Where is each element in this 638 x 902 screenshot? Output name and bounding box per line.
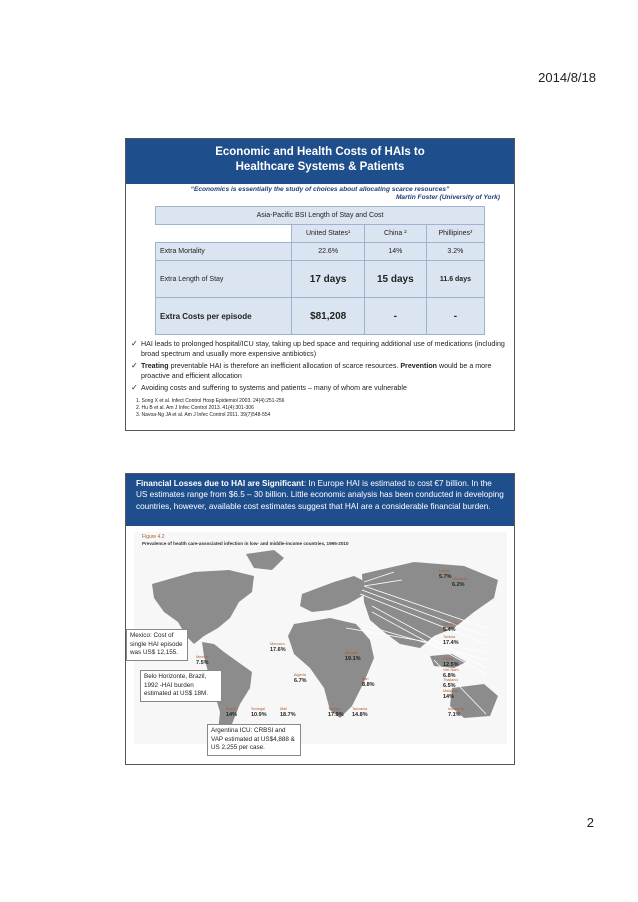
prevalence-value: 18.7% (280, 712, 296, 718)
country-label: Brazil (226, 707, 236, 711)
row-label: Extra Mortality (156, 243, 292, 261)
reference-item: 3. Navoa-Ng JA et al. Am J Infec Control 2011. 39(7)548-554 (136, 412, 271, 418)
slide-economic-costs (125, 138, 515, 431)
country-label: Morocco (270, 642, 285, 646)
table-caption: Asia-Pacific BSI Length of Stay and Cost (156, 207, 485, 225)
prevalence-value: 5.4% (443, 627, 456, 633)
prevalence-value: 8.8% (362, 682, 375, 688)
slide-financial-losses (125, 473, 515, 765)
country-label: Mongolia (443, 622, 459, 626)
prevalence-value: 17.6% (270, 647, 286, 653)
prevalence-value: 12.5% (443, 662, 459, 668)
country-label: Viet Nam (443, 668, 459, 672)
country-label: Tunisia (443, 635, 456, 639)
slide1-title-line2: Healthcare Systems & Patients (235, 161, 405, 173)
table-cell: 14% (364, 243, 426, 261)
table-cell: - (364, 298, 426, 335)
figure-label: Figure 4.2 (142, 534, 165, 540)
country-label: Algeria (294, 673, 306, 677)
bullet-item (131, 339, 509, 359)
table-cell: 3.2% (426, 243, 484, 261)
bullet-text-part: would be a more proactive and efficient allocation (141, 362, 492, 380)
page-number: 2 (586, 815, 594, 830)
country-label: Thailand (443, 678, 458, 682)
callout-belo-horizonte: Belo Horizonte, Brazil, 1992 -HAI burden estimated at US$ 18M. (140, 670, 222, 702)
slide2-header (126, 474, 514, 526)
prevalence-value: 10.9% (251, 712, 267, 718)
checkmark-icon: ✓ (131, 383, 138, 392)
table-cell: 15 days (364, 261, 426, 298)
bullet-text (141, 361, 509, 381)
country-label: Lithuania (452, 577, 468, 581)
prevalence-value: 6.8% (443, 673, 456, 679)
quote-text: “Economics is essentially the study of choices about allocating scarce resources” (190, 186, 450, 193)
table-row (156, 298, 485, 335)
country-label: Mexico (196, 655, 209, 659)
prevalence-value: 14.8% (352, 712, 368, 718)
prevalence-value: 6.5% (443, 683, 456, 689)
header-text: : In Europe HAI is estimated to cost €7 billion. In the US estimates range from $6.5 – 30 billion. Little economic analysis has been conducted in developing countries, however, available cost estimates suggest that HAI are a considerable financial burden. (136, 479, 504, 511)
reference-item: 1. Song X et al. Infect Control Hosp Epidemiol 2003. 24(4):251-256 (136, 398, 285, 404)
bullet-list (131, 339, 509, 395)
table-header: United States¹ (292, 225, 364, 243)
slide1-title (126, 139, 514, 184)
prevalence-value: 17.9% (328, 712, 344, 718)
prevalence-value: 7.5% (196, 660, 209, 666)
country-label: Indonesia (448, 707, 465, 711)
prevalence-value: 6.7% (294, 678, 307, 684)
table-cell: 11.6 days (426, 261, 484, 298)
header-bold: Financial Losses due to HAI are Significant (136, 479, 304, 488)
reference-item: 2. Hu B et al. Am J Infec Control 2013. 41(4):301-306 (136, 405, 254, 411)
bullet-text: HAI leads to prolonged hospital/ICU stay, taking up bed space and requiring additional use of medications (including broad spectrum and usually more expensive antibiotics) (141, 340, 505, 358)
prevalence-value: 14% (443, 694, 455, 700)
country-label: Tunisia (328, 707, 341, 711)
table-cell: $81,208 (292, 298, 364, 335)
table-corner (156, 225, 292, 243)
prevalence-value: 17.4% (443, 640, 459, 646)
table-row (156, 261, 485, 298)
row-label: Extra Costs per episode (156, 298, 292, 335)
country-label: Senegal (251, 707, 265, 711)
bsi-cost-table (155, 206, 485, 335)
checkmark-icon: ✓ (131, 361, 138, 370)
callout-mexico: Mexico: Cost of single HAI episode was US$ 12,155. (126, 629, 188, 661)
table-cell: - (426, 298, 484, 335)
country-label: Tanzania (352, 707, 368, 711)
country-label: Malaysia (443, 689, 458, 693)
references (136, 398, 284, 419)
bullet-text-part: preventable HAI is therefore an inefficient allocation of scarce resources. (168, 362, 401, 370)
row-label: Extra Length of Stay (156, 261, 292, 298)
bullet-text: Avoiding costs and suffering to systems and patients – many of whom are vulnerable (141, 384, 407, 392)
country-label: Albania (345, 651, 358, 655)
prevalence-value: 5.7% (439, 574, 452, 580)
bullet-bold: Prevention (400, 362, 437, 370)
bullet-item (131, 361, 509, 381)
table-header: Phillipines³ (426, 225, 484, 243)
page-date: 2014/8/18 (538, 70, 596, 85)
table-row (156, 243, 485, 261)
country-label: Iran (362, 677, 369, 681)
prevalence-value: 19.1% (345, 656, 361, 662)
prevalence-value: 7.1% (448, 712, 461, 718)
table-cell: 22.6% (292, 243, 364, 261)
checkmark-icon: ✓ (131, 339, 138, 348)
bullet-item (131, 383, 509, 393)
prevalence-map-figure (134, 532, 507, 744)
callout-argentina: Argentina ICU: CRBSI and VAP estimated at US$4,888 & US 2,255 per case. (207, 724, 301, 756)
country-label: Latvia (439, 569, 450, 573)
table-header: China ² (364, 225, 426, 243)
bullet-bold: Treating (141, 362, 169, 370)
prevalence-value: 6.2% (452, 582, 465, 588)
quote-author: Martin Foster (University of York) (395, 194, 500, 201)
country-label: Mali (280, 707, 287, 711)
figure-title: Prevalence of health care-associated infection in low- and middle-income countries, 1995-2010 (142, 541, 349, 546)
prevalence-value: 14% (226, 712, 238, 718)
slide1-title-line1: Economic and Health Costs of HAIs to (215, 146, 425, 158)
table-cell: 17 days (292, 261, 364, 298)
country-label: China (443, 657, 453, 661)
